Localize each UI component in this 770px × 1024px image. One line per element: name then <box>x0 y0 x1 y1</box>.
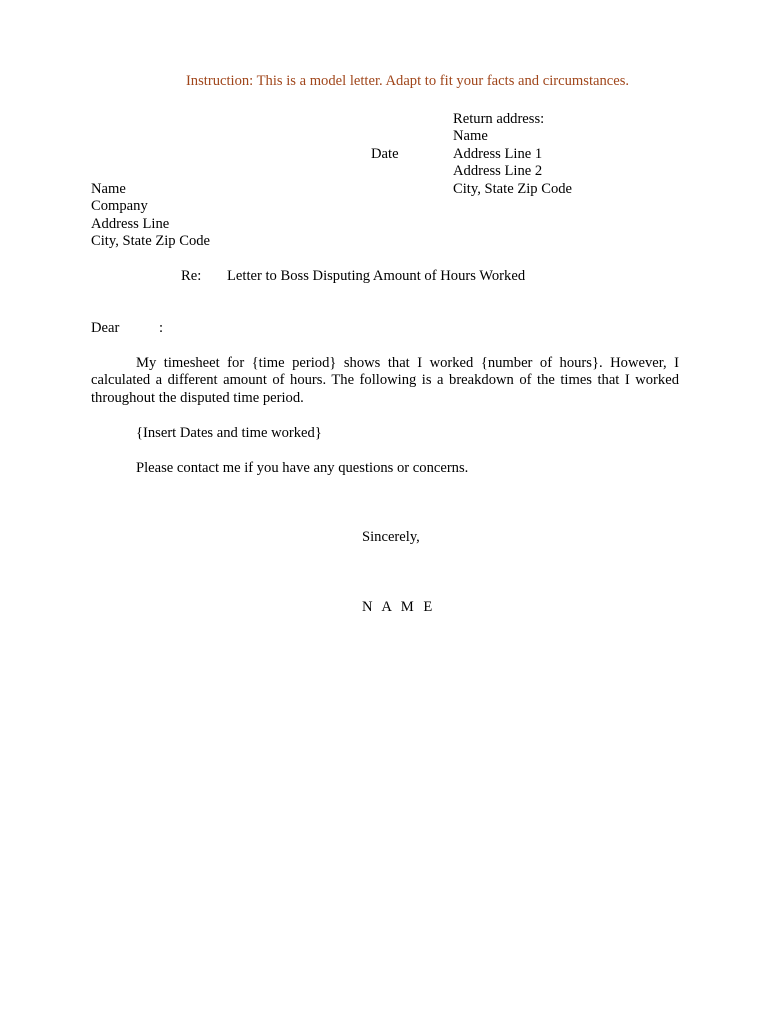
body-paragraph: My timesheet for {time period} shows that I worked {number of hours}. However, I calculated a different amount of hours. The following is a breakdown of the times that I worked throughout the disputed time period. <box>91 355 679 406</box>
closing: Sincerely, <box>362 529 420 545</box>
return-address-label: Return address: <box>453 111 545 127</box>
recipient-city-state-zip: City, State Zip Code <box>91 233 211 250</box>
return-address-line1: Address Line 1 <box>453 145 543 162</box>
salutation-dear: Dear <box>91 320 120 336</box>
recipient-company: Company <box>91 198 148 215</box>
contact-sentence: Please contact me if you have any questions or concerns. <box>136 460 469 476</box>
signature-name: N A M E <box>362 599 436 615</box>
instruction-note: Instruction: This is a model letter. Adapt to fit your facts and circumstances. <box>185 73 630 89</box>
return-address-block <box>453 111 572 198</box>
letter-date: Date <box>371 146 399 162</box>
re-subject: Letter to Boss Disputing Amount of Hours Worked <box>227 268 526 284</box>
recipient-address-line: Address Line <box>91 215 170 232</box>
return-address-city-state-zip: City, State Zip Code <box>453 180 573 197</box>
recipient-name: Name <box>91 181 126 197</box>
insert-dates-placeholder: {Insert Dates and time worked} <box>136 425 322 441</box>
return-address-name: Name <box>453 128 488 145</box>
recipient-address-block <box>91 181 210 251</box>
re-label: Re: <box>181 268 202 284</box>
salutation-colon: : <box>159 320 164 336</box>
return-address-line2: Address Line 2 <box>453 163 543 180</box>
